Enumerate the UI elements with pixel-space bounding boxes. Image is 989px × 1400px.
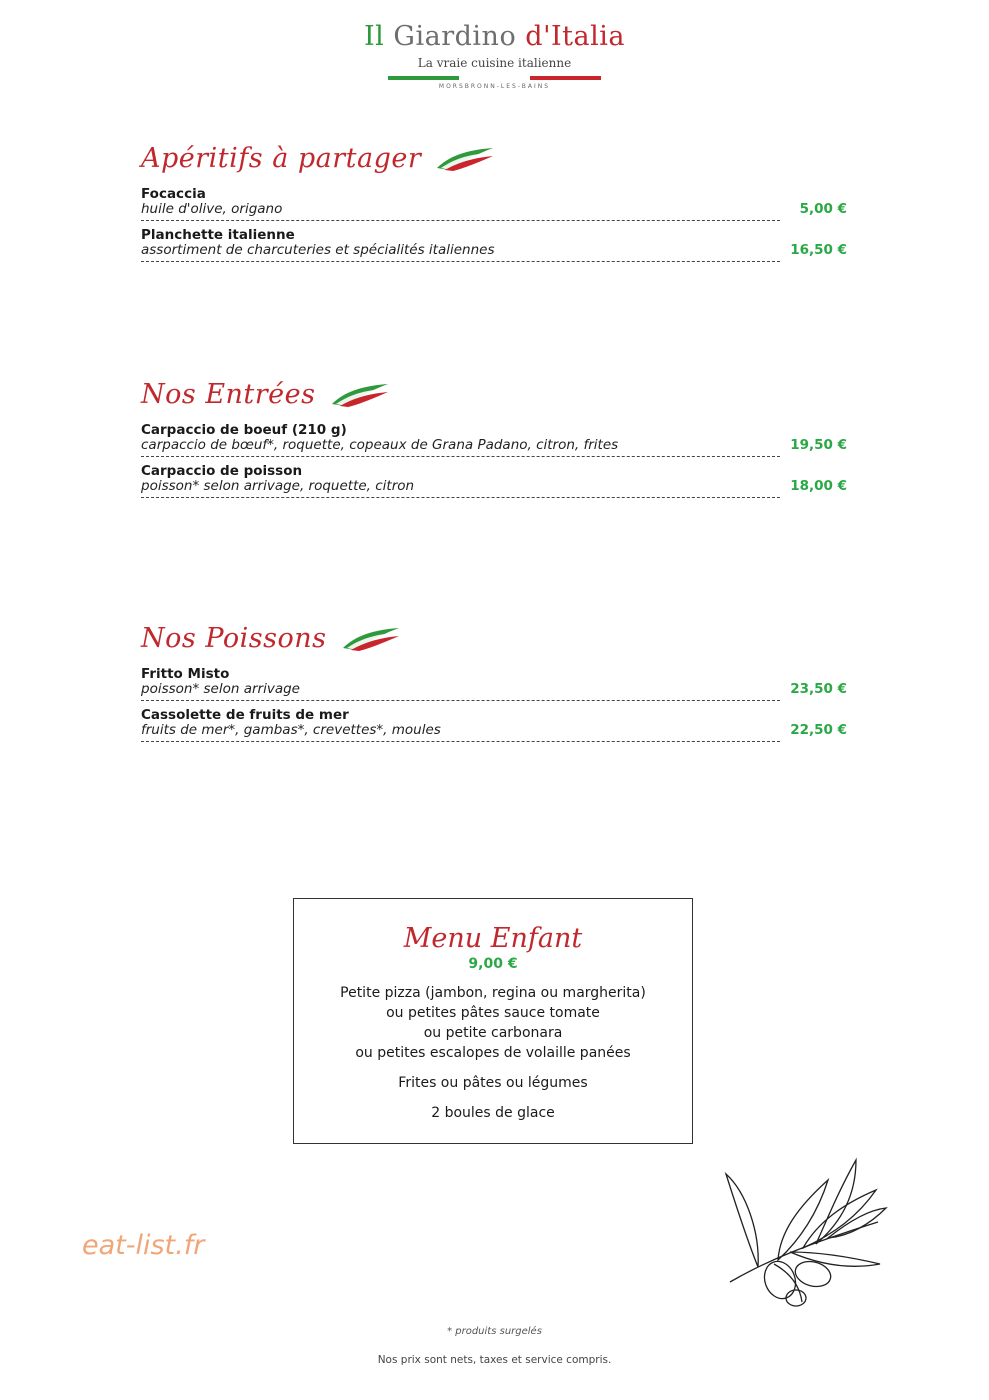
kids-menu-line: ou petites pâtes sauce tomate (386, 1005, 600, 1021)
dashed-divider (141, 741, 780, 742)
dashed-divider (141, 456, 780, 457)
item-description: fruits de mer*, gambas*, crevettes*, moules (141, 722, 441, 738)
dashed-divider (141, 497, 780, 498)
kids-menu-line: ou petite carbonara (423, 1025, 563, 1041)
item-description: poisson* selon arrivage, roquette, citron (141, 478, 415, 494)
tagline: La vraie cuisine italienne (417, 56, 572, 70)
item-description: assortiment de charcuteries et spécialités italiennes (141, 242, 495, 258)
item-name: Carpaccio de poisson (141, 463, 303, 479)
kids-menu-box (293, 898, 693, 1144)
section-title: Apéritifs à partager (141, 142, 422, 174)
kids-menu-price: 9,00 € (468, 956, 518, 972)
restaurant-header (0, 20, 989, 90)
menu-item (141, 186, 851, 227)
dashed-divider (141, 220, 780, 221)
kids-menu-title: Menu Enfant (403, 923, 583, 954)
item-description: poisson* selon arrivage (141, 681, 300, 697)
price-disclaimer: Nos prix sont nets, taxes et service compris. (377, 1354, 612, 1366)
item-description: huile d'olive, origano (141, 201, 283, 217)
italian-flag-underline (388, 76, 602, 80)
section-aperitifs (141, 138, 851, 268)
item-name: Cassolette de fruits de mer (141, 707, 349, 723)
item-name: Carpaccio de boeuf (210 g) (141, 422, 347, 438)
item-price: 23,50 € (790, 681, 847, 697)
section-title: Nos Entrées (141, 378, 316, 410)
menu-item (141, 422, 851, 463)
kids-menu-line: Frites ou pâtes ou légumes (398, 1075, 588, 1091)
dashed-divider (141, 261, 780, 262)
item-description: carpaccio de bœuf*, roquette, copeaux de Grana Padano, citron, frites (141, 437, 619, 453)
item-price: 19,50 € (790, 437, 847, 453)
kids-menu-line: ou petites escalopes de volaille panées (355, 1045, 631, 1061)
brand-part-ditalia: d'Italia (525, 21, 625, 52)
menu-item (141, 707, 851, 748)
item-price: 5,00 € (799, 201, 847, 217)
section-poissons (141, 618, 851, 748)
kids-menu-line: 2 boules de glace (431, 1105, 555, 1121)
footnote-frozen-products: * produits surgelés (447, 1326, 542, 1337)
item-price: 22,50 € (790, 722, 847, 738)
item-price: 16,50 € (790, 242, 847, 258)
menu-item (141, 463, 851, 504)
italian-flag-brush-icon (435, 144, 495, 172)
brand-part-il: Il (364, 21, 385, 52)
menu-item (141, 666, 851, 707)
item-name: Planchette italienne (141, 227, 295, 243)
section-title: Nos Poissons (141, 622, 327, 654)
item-name: Focaccia (141, 186, 206, 202)
restaurant-logo (0, 20, 989, 54)
item-price: 18,00 € (790, 478, 847, 494)
brand-part-giardino: Giardino (393, 21, 517, 52)
kids-menu-line: Petite pizza (jambon, regina ou margherita) (340, 985, 646, 1001)
item-name: Fritto Misto (141, 666, 230, 682)
menu-item (141, 227, 851, 268)
italian-flag-brush-icon (330, 380, 390, 408)
watermark: eat-list.fr (82, 1230, 205, 1261)
olive-branch-icon (718, 1152, 888, 1312)
italian-flag-brush-icon (341, 624, 401, 652)
dashed-divider (141, 700, 780, 701)
locality: MORSBRONN-LES-BAINS (438, 83, 551, 90)
section-entrees (141, 374, 851, 504)
